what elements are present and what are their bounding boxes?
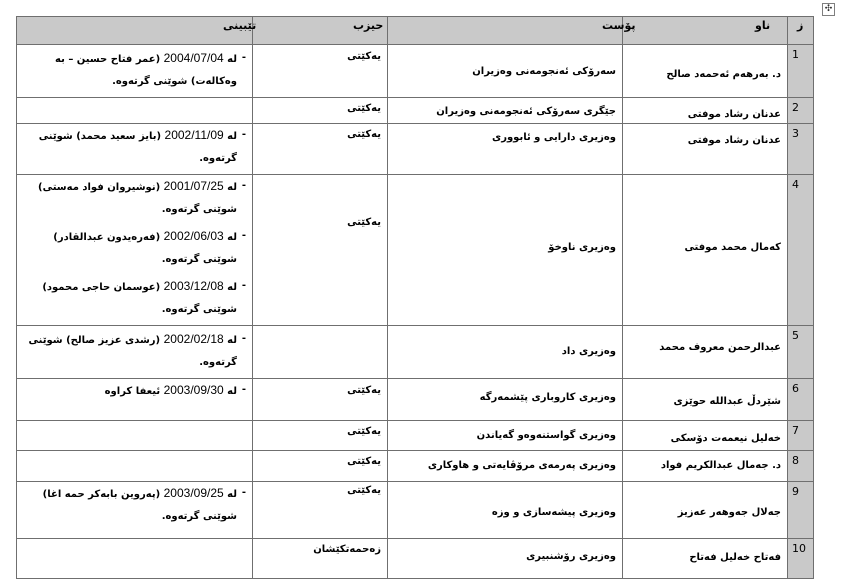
note-date: 2003/09/25: [163, 486, 224, 500]
row-number: 5: [792, 329, 799, 342]
table-row: [17, 98, 814, 124]
row-number-cell: [788, 45, 814, 98]
party-text: یەکێتی: [347, 456, 381, 467]
name-text: کەمال محمد موفتی: [684, 242, 781, 253]
post-cell[interactable]: [388, 45, 623, 98]
header-party: [253, 17, 388, 45]
row-number: 9: [792, 485, 799, 498]
header-post: [388, 17, 636, 45]
note-prefix: لە: [223, 232, 237, 243]
name-cell[interactable]: [623, 451, 788, 482]
name-cell[interactable]: [623, 539, 788, 579]
party-cell[interactable]: [253, 451, 388, 482]
row-number-cell: [788, 175, 814, 326]
table-row: [17, 45, 814, 98]
note-text: (عوسمان حاجی محمود) شوێنی گرتەوە.: [42, 282, 237, 315]
party-cell[interactable]: [253, 175, 388, 326]
note-prefix: لە: [223, 131, 237, 142]
note-prefix: لە: [223, 282, 237, 293]
note-item: [17, 175, 252, 221]
name-cell[interactable]: [623, 175, 788, 326]
name-cell[interactable]: [623, 124, 788, 175]
row-number: 7: [792, 424, 799, 437]
name-text: جەلال جەوهەر عەزیز: [677, 507, 781, 518]
note-date: 2002/11/09: [164, 128, 224, 142]
name-cell[interactable]: [623, 379, 788, 421]
post-cell[interactable]: [388, 539, 623, 579]
party-text: زەحمەتکێشان: [313, 544, 381, 555]
table-move-handle-icon[interactable]: ✣: [822, 3, 835, 16]
name-cell[interactable]: [623, 45, 788, 98]
post-text: وەزیری کاروباری پێشمەرگە: [479, 392, 616, 403]
row-number-cell: [788, 451, 814, 482]
name-text: د. جەمال عبدالکریم فواد: [660, 460, 781, 471]
party-text: یەکێتی: [347, 485, 381, 496]
note-text: (عمر فتاح حسین – بە وەکالەت) شوێنی گرتەوە.: [55, 54, 237, 87]
row-number: 10: [792, 542, 806, 555]
note-text: (پەروین بابەکر حمە اغا) شوێنی گرتەوە.: [42, 489, 237, 522]
row-number: 4: [792, 178, 799, 191]
post-text: جێگری سەرۆکی ئەنجومەنی وەزیران: [436, 106, 616, 117]
party-text: یەکێتی: [347, 385, 381, 396]
note-prefix: لە: [223, 489, 237, 500]
post-text: سەرۆکی ئەنجومەنی وەزیران: [472, 66, 616, 77]
table-row: [17, 421, 814, 451]
post-cell[interactable]: [388, 326, 623, 379]
party-text: یەکێتی: [347, 129, 381, 140]
note-item: [17, 225, 252, 271]
header-num-label: ز: [797, 19, 804, 32]
note-text: ئیعفا کراوە: [104, 386, 164, 397]
notes-cell[interactable]: [17, 482, 253, 539]
row-number-cell: [788, 98, 814, 124]
party-text: [253, 326, 387, 332]
post-text: وەزیری دارایی و ئابووری: [492, 132, 616, 143]
party-text: یەکێتی: [347, 217, 381, 228]
name-cell[interactable]: [623, 326, 788, 379]
table-row: [17, 451, 814, 482]
table-row: [17, 124, 814, 175]
party-cell[interactable]: [253, 421, 388, 451]
notes-cell[interactable]: [17, 421, 253, 451]
party-cell[interactable]: [253, 124, 388, 175]
row-number-cell: [788, 539, 814, 579]
name-cell[interactable]: [623, 421, 788, 451]
table-row: [17, 379, 814, 421]
name-cell[interactable]: [623, 482, 788, 539]
table-header-row: [17, 17, 814, 45]
name-text: فەتاح خەلیل فەتاح: [689, 552, 781, 563]
post-cell[interactable]: [388, 175, 623, 326]
note-text: (فەرەیدون عبدالقادر) شوێنی گرتەوە.: [53, 232, 237, 265]
party-cell[interactable]: [253, 539, 388, 579]
header-name: [623, 17, 788, 45]
note-prefix: لە: [223, 54, 237, 65]
party-cell[interactable]: [253, 326, 388, 379]
note-date: 2002/06/03: [163, 229, 224, 243]
note-date: 2003/09/30: [163, 383, 224, 397]
party-cell[interactable]: [253, 379, 388, 421]
notes-cell[interactable]: [17, 175, 253, 326]
note-item: [17, 124, 252, 170]
name-text: عدنان رشاد موفتی: [687, 109, 781, 120]
post-cell[interactable]: [388, 421, 623, 451]
row-number-cell: [788, 421, 814, 451]
post-cell[interactable]: [388, 451, 623, 482]
notes-cell[interactable]: [17, 124, 253, 175]
header-post-label: پۆست: [602, 19, 636, 32]
party-cell[interactable]: [253, 45, 388, 98]
header-num: [788, 17, 814, 45]
post-text: وەزیری پەرمەی مرۆڤایەتی و هاوکاری: [427, 460, 616, 471]
row-number: 6: [792, 382, 799, 395]
row-number-cell: [788, 379, 814, 421]
note-text: (بایز سعید محمد) شوێنی گرتەوە.: [38, 131, 237, 164]
header-notes: [17, 17, 257, 45]
note-item: [17, 328, 252, 374]
name-text: عدنان رشاد موفتی: [687, 135, 781, 146]
notes-cell[interactable]: [17, 45, 253, 98]
notes-cell[interactable]: [17, 326, 253, 379]
note-item: [17, 482, 252, 528]
notes-cell[interactable]: [17, 98, 253, 124]
table-row: [17, 539, 814, 579]
table-row: [17, 175, 814, 326]
post-text: وەزیری گواستنەوەو گەیاندن: [476, 430, 616, 441]
name-text: شێردڵ عبداللە حوێزی: [673, 396, 781, 407]
post-cell[interactable]: [388, 379, 623, 421]
row-number: 1: [792, 48, 799, 61]
row-number: 3: [792, 127, 799, 140]
row-number: 8: [792, 454, 799, 467]
note-text: (رشدی عزیز صالح) شوێنی گرتەوە.: [28, 335, 237, 368]
note-prefix: لە: [223, 335, 237, 346]
row-number-cell: [788, 482, 814, 539]
post-text: وەزیری ناوخۆ: [548, 242, 616, 253]
notes-cell[interactable]: [17, 539, 253, 579]
notes-cell[interactable]: [17, 379, 253, 421]
note-text: (نوشیروان فواد مەستی) شوێنی گرتەوە.: [38, 182, 237, 215]
name-text: خەلیل نیعمەت دۆسکی: [670, 433, 781, 444]
post-text: وەزیری رۆشنبیری: [526, 551, 616, 562]
note-date: 2001/07/25: [163, 179, 224, 193]
party-text: یەکێتی: [347, 51, 381, 62]
table-row: [17, 326, 814, 379]
row-number-cell: [788, 326, 814, 379]
name-text: عبدالرحمن معروف محمد: [659, 342, 781, 353]
post-cell[interactable]: [388, 124, 623, 175]
post-cell[interactable]: [388, 98, 623, 124]
header-name-label: ناو: [755, 19, 771, 32]
post-text: وەزیری داد: [561, 346, 616, 357]
party-text: یەکێتی: [347, 426, 381, 437]
note-date: 2004/07/04: [163, 51, 224, 65]
note-date: 2003/12/08: [163, 279, 224, 293]
party-cell[interactable]: [253, 98, 388, 124]
party-text: یەکێتی: [347, 103, 381, 114]
name-cell[interactable]: [623, 98, 788, 124]
notes-cell[interactable]: [17, 451, 253, 482]
note-prefix: لە: [223, 182, 237, 193]
table-row: [17, 482, 814, 539]
name-text: د. بەرهەم ئەحمەد صالح: [666, 69, 781, 80]
note-date: 2002/02/18: [163, 332, 224, 346]
note-item: [17, 47, 252, 93]
post-cell[interactable]: [388, 482, 623, 539]
header-notes-label: تێبینی: [223, 19, 257, 32]
ministers-table: [16, 16, 814, 579]
party-cell[interactable]: [253, 482, 388, 539]
row-number-cell: [788, 124, 814, 175]
note-item: [17, 379, 252, 403]
row-number: 2: [792, 101, 799, 114]
note-prefix: لە: [223, 386, 237, 397]
note-item: [17, 275, 252, 321]
post-text: وەزیری پیشەسازی و وزە: [491, 507, 616, 518]
header-party-label: حیزب: [353, 19, 384, 32]
